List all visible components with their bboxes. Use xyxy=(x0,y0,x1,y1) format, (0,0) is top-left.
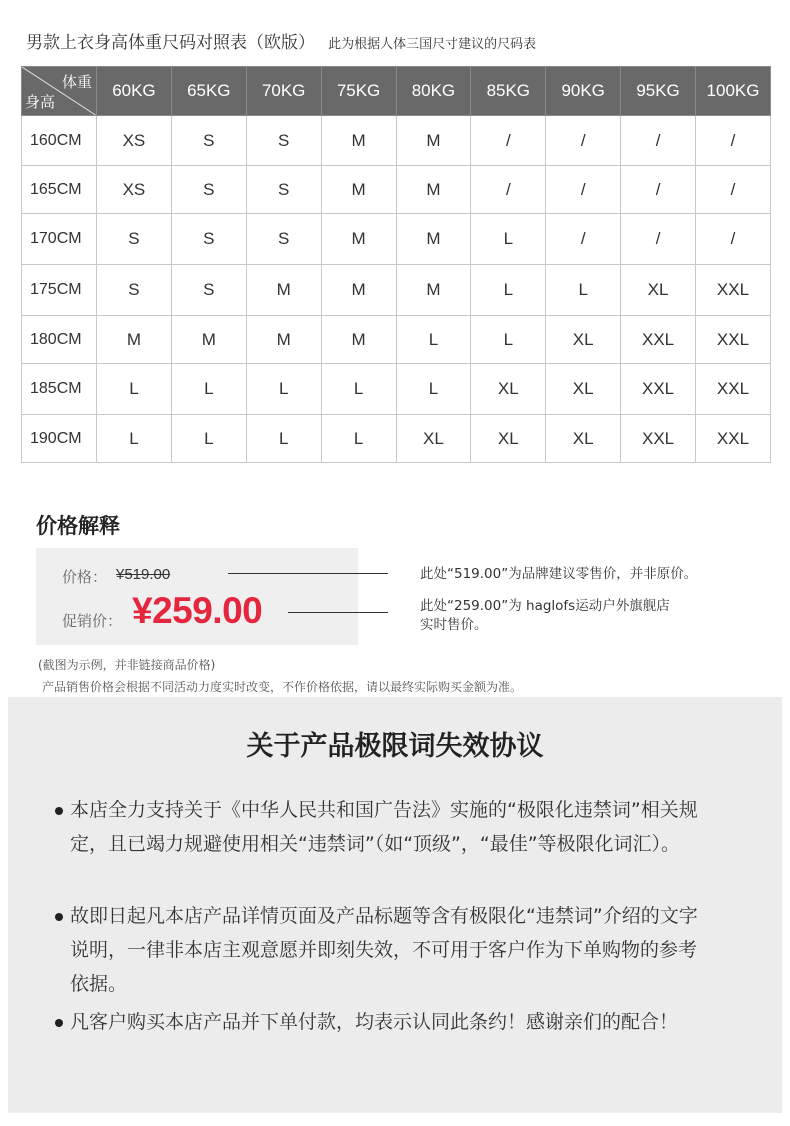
size-chart-row xyxy=(22,316,771,364)
size-cell: M xyxy=(97,316,172,364)
size-cell: / xyxy=(696,166,771,214)
promo-price-note-line2: 实时售价。 xyxy=(420,617,488,633)
size-cell: / xyxy=(546,214,621,265)
size-cell: XL xyxy=(546,364,621,415)
size-cell: S xyxy=(97,265,172,316)
size-cell: M xyxy=(321,116,396,166)
size-cell: / xyxy=(471,116,546,166)
size-chart-body xyxy=(22,116,771,463)
height-cell: 185CM xyxy=(22,364,97,415)
size-cell: M xyxy=(321,316,396,364)
original-price-value: ¥519.00 xyxy=(116,566,171,583)
size-cell: XL xyxy=(546,316,621,364)
size-chart-table xyxy=(21,66,771,463)
original-price-label: 价格： xyxy=(62,568,108,586)
size-cell: XL xyxy=(546,415,621,463)
size-cell: S xyxy=(171,166,246,214)
size-cell: M xyxy=(396,166,471,214)
size-chart-row xyxy=(22,214,771,265)
size-cell: XXL xyxy=(696,265,771,316)
weight-header: 65KG xyxy=(171,67,246,116)
weight-header: 90KG xyxy=(546,67,621,116)
size-cell: M xyxy=(321,265,396,316)
size-cell: / xyxy=(621,116,696,166)
size-chart-row xyxy=(22,265,771,316)
size-cell: / xyxy=(696,214,771,265)
size-cell: S xyxy=(246,214,321,265)
size-cell: XL xyxy=(471,364,546,415)
height-cell: 190CM xyxy=(22,415,97,463)
promo-price-pointer-line xyxy=(288,612,388,613)
agreement-item-text: 本店全力支持关于《中华人民共和国广告法》实施的“极限化违禁词”相关规定，且已竭力规避使用相关“违禁词”（如“顶级”，“最佳”等极限化词汇）。 xyxy=(70,799,698,855)
size-cell: S xyxy=(246,166,321,214)
size-cell: M xyxy=(246,265,321,316)
size-cell: L xyxy=(396,364,471,415)
size-cell: L xyxy=(471,316,546,364)
size-cell: XXL xyxy=(621,316,696,364)
size-chart-title-row xyxy=(26,28,536,53)
height-cell: 165CM xyxy=(22,166,97,214)
price-change-disclaimer: 产品销售价格会根据不同活动力度实时改变，不作价格依据，请以最终实际购买金额为准。 xyxy=(42,680,523,694)
size-cell: M xyxy=(321,166,396,214)
weight-header: 95KG xyxy=(621,67,696,116)
size-cell: M xyxy=(171,316,246,364)
size-cell: / xyxy=(546,116,621,166)
height-cell: 175CM xyxy=(22,265,97,316)
size-cell: L xyxy=(471,214,546,265)
size-cell: L xyxy=(246,415,321,463)
size-chart-row xyxy=(22,415,771,463)
size-cell: / xyxy=(621,166,696,214)
price-section-heading: 价格解释 xyxy=(36,514,120,538)
size-cell: M xyxy=(396,116,471,166)
weight-header: 70KG xyxy=(246,67,321,116)
size-cell: M xyxy=(321,214,396,265)
size-chart-corner-cell xyxy=(22,67,97,116)
size-cell: XXL xyxy=(621,415,696,463)
size-cell: L xyxy=(97,364,172,415)
size-cell: XXL xyxy=(621,364,696,415)
size-chart-header-row xyxy=(22,67,771,116)
original-price-note: 此处“519.00”为品牌建议零售价，并非原价。 xyxy=(420,566,698,582)
promo-price-label: 促销价： xyxy=(62,612,123,630)
size-cell: L xyxy=(546,265,621,316)
size-cell: L xyxy=(396,316,471,364)
corner-weight-label: 体重 xyxy=(61,73,92,91)
size-cell: XL xyxy=(621,265,696,316)
weight-header: 100KG xyxy=(696,67,771,116)
size-cell: L xyxy=(171,415,246,463)
size-cell: / xyxy=(621,214,696,265)
agreement-item xyxy=(70,899,710,1001)
promo-price-note-line1: 此处“259.00”为 haglofs运动户外旗舰店 xyxy=(420,598,670,614)
weight-header: 75KG xyxy=(321,67,396,116)
weight-header: 60KG xyxy=(97,67,172,116)
size-cell: / xyxy=(546,166,621,214)
agreement-item-text: 故即日起凡本店产品详情页面及产品标题等含有极限化“违禁词”介绍的文字说明，一律非本店主观意愿并即刻失效，不可用于客户作为下单购物的参考依据。 xyxy=(70,905,698,995)
weight-header: 80KG xyxy=(396,67,471,116)
size-cell: XXL xyxy=(696,364,771,415)
size-chart-subtitle: 此为根据人体三国尺寸建议的尺码表 xyxy=(328,37,537,52)
corner-height-label: 身高 xyxy=(25,93,56,111)
size-cell: S xyxy=(97,214,172,265)
size-cell: S xyxy=(171,214,246,265)
promo-price-value: ¥259.00 xyxy=(132,590,263,631)
size-cell: XXL xyxy=(696,316,771,364)
size-cell: L xyxy=(246,364,321,415)
size-cell: M xyxy=(396,265,471,316)
screenshot-disclaimer: (截图为示例，并非链接商品价格) xyxy=(38,658,216,672)
size-cell: XS xyxy=(97,166,172,214)
height-cell: 160CM xyxy=(22,116,97,166)
size-chart-row xyxy=(22,116,771,166)
price-example-box xyxy=(36,548,358,645)
size-chart-row xyxy=(22,166,771,214)
size-chart-title: 男款上衣身高体重尺码对照表（欧版） xyxy=(26,33,315,53)
agreement-item xyxy=(70,1005,710,1039)
height-cell: 180CM xyxy=(22,316,97,364)
agreement-item-text: 凡客户购买本店产品并下单付款，均表示认同此条约！感谢亲们的配合！ xyxy=(70,1011,679,1033)
size-cell: L xyxy=(97,415,172,463)
size-cell: M xyxy=(246,316,321,364)
size-cell: XXL xyxy=(696,415,771,463)
size-cell: XL xyxy=(396,415,471,463)
size-cell: M xyxy=(396,214,471,265)
bullet-dot-icon xyxy=(55,913,63,921)
size-chart-row xyxy=(22,364,771,415)
original-price-pointer-line xyxy=(228,573,388,574)
agreement-title: 关于产品极限词失效协议 xyxy=(246,731,544,762)
agreement-section xyxy=(8,697,782,1113)
size-cell: L xyxy=(321,364,396,415)
size-cell: S xyxy=(171,265,246,316)
size-cell: XL xyxy=(471,415,546,463)
size-cell: XS xyxy=(97,116,172,166)
size-cell: S xyxy=(246,116,321,166)
size-cell: L xyxy=(171,364,246,415)
size-cell: / xyxy=(471,166,546,214)
bullet-dot-icon xyxy=(55,1019,63,1027)
size-cell: S xyxy=(171,116,246,166)
agreement-item xyxy=(70,793,710,861)
bullet-dot-icon xyxy=(55,807,63,815)
size-cell: L xyxy=(321,415,396,463)
size-cell: L xyxy=(471,265,546,316)
height-cell: 170CM xyxy=(22,214,97,265)
weight-header: 85KG xyxy=(471,67,546,116)
size-cell: / xyxy=(696,116,771,166)
